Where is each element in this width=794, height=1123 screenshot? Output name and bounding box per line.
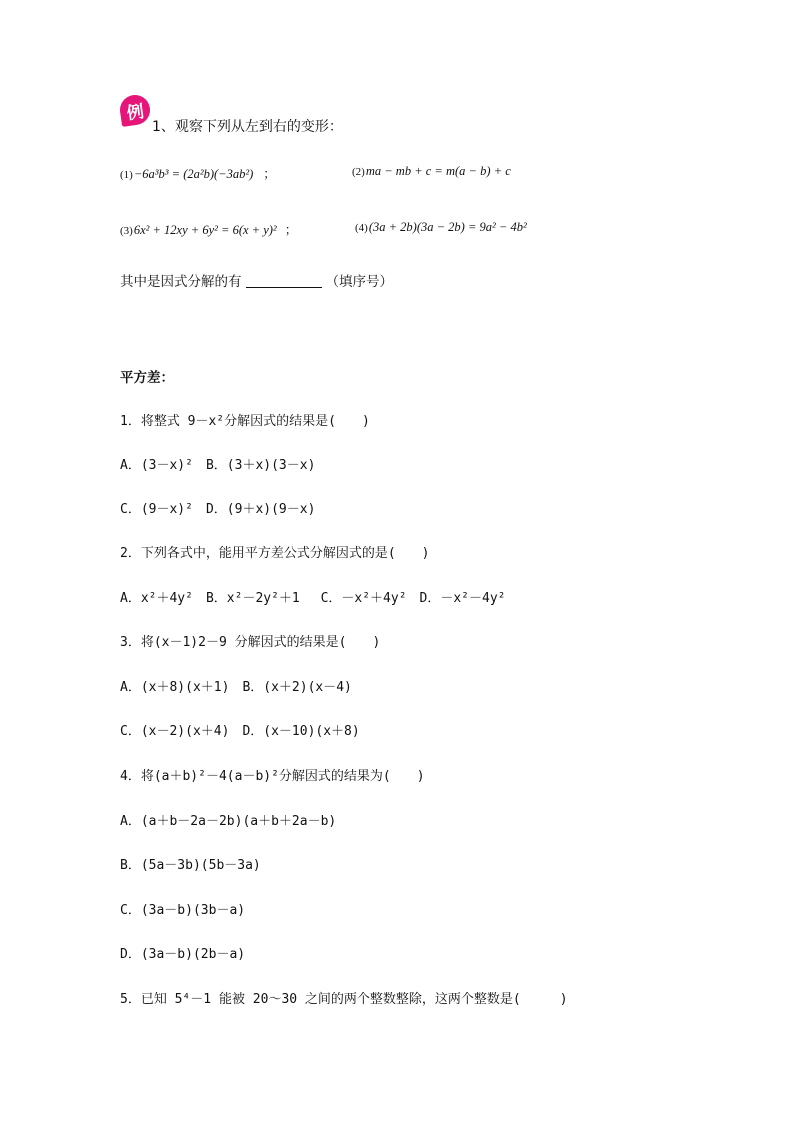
example-badge-icon: 例 <box>118 93 152 127</box>
question-4-stem: 4．将(a＋b)²－4(a－b)²分解因式的结果为( ) <box>120 769 425 784</box>
question-1-options-ab: A．(3－x)² B．(3＋x)(3－x) <box>120 458 316 473</box>
question-1-options-cd: C．(9－x)² D．(9＋x)(9－x) <box>120 502 316 517</box>
question-2-stem: 2．下列各式中，能用平方差公式分解因式的是( ) <box>120 546 430 561</box>
example-question: 其中是因式分解的有 （填序号） <box>120 274 393 290</box>
question-4-option-c: C．(3a－b)(3b－a) <box>120 903 246 918</box>
question-3-stem: 3．将(x－1)2－9 分解因式的结果是( ) <box>120 635 381 650</box>
question-2-options: A．x²＋4y² B．x²－2y²＋1 C．－x²＋4y² D．－x²－4y² <box>120 591 506 606</box>
formula-4: (4)(3a + 2b)(3a − 2b) = 9a² − 4b² <box>355 220 527 234</box>
question-3-options-cd: C．(x－2)(x＋4) D．(x－10)(x＋8) <box>120 724 360 739</box>
formula-1: (1)−6a³b³ = (2a²b)(−3ab²) ； <box>120 167 276 181</box>
question-4-option-d: D．(3a－b)(2b－a) <box>120 947 246 962</box>
section-title: 平方差： <box>120 370 174 386</box>
answer-blank[interactable] <box>246 274 322 288</box>
question-5-stem: 5．已知 5⁴－1 能被 20～30 之间的两个整数整除，这两个整数是( ) <box>120 992 568 1007</box>
formula-3: (3)6x² + 12xy + 6y² = 6(x + y)² ； <box>120 223 298 237</box>
question-4-option-a: A．(a＋b－2a－2b)(a＋b＋2a－b) <box>120 814 337 829</box>
question-3-options-ab: A．(x＋8)(x＋1) B．(x＋2)(x－4) <box>120 680 352 695</box>
question-4-option-b: B．(5a－3b)(5b－3a) <box>120 858 261 873</box>
example-intro: 1、观察下列从左到右的变形： <box>152 119 343 135</box>
formula-2: (2)ma − mb + c = m(a − b) + c <box>352 164 511 178</box>
question-1-stem: 1．将整式 9－x²分解因式的结果是( ) <box>120 414 370 429</box>
